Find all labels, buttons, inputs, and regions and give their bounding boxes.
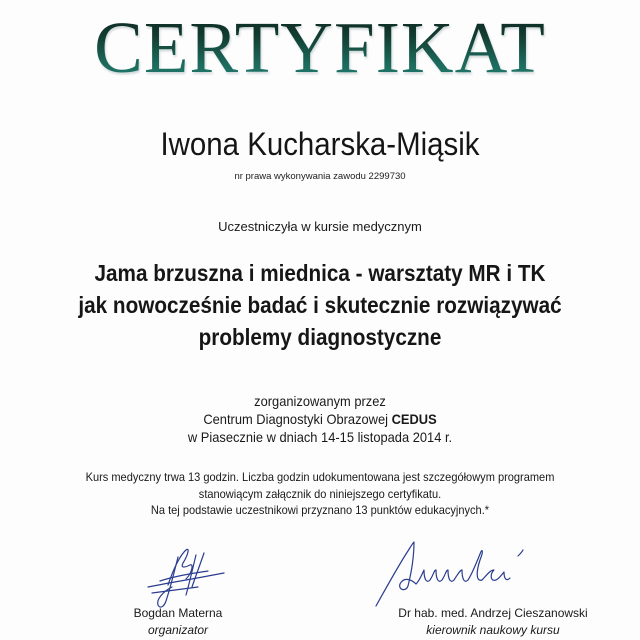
course-info: [0, 469, 640, 519]
recipient-name: Iwona Kucharska-Miąsik: [160, 126, 480, 162]
certificate-title: [0, 8, 640, 88]
signer-director-name: Dr hab. med. Andrzej Cieszanowski: [398, 606, 588, 620]
course-title-line-3: problemy diagnostyczne: [198, 324, 442, 350]
course-info-line-2: stanowiącym załącznik do niniejszego certyfikatu.: [198, 486, 442, 501]
course-title: [0, 257, 640, 353]
certificate-title-text: CERTYFIKAT: [94, 7, 546, 88]
signer-organizer-name: Bogdan Materna: [133, 606, 223, 620]
organizer-signature: [138, 545, 228, 613]
organizer-name: Centrum Diagnostyki Obrazowej: [203, 411, 392, 427]
license-number: nr prawa wykonywania zawodu 2299730: [234, 171, 406, 182]
signer-organizer: [108, 605, 248, 639]
course-info-line-1: Kurs medyczny trwa 13 godzin. Liczba godzin udokumentowana jest szczegółowym programem: [85, 470, 555, 484]
participation-statement: Uczestniczyła w kursie medycznym: [218, 219, 422, 234]
course-title-line-1: Jama brzuszna i miednica - warsztaty MR i TK: [94, 260, 546, 286]
signer-organizer-role: organizator: [147, 623, 209, 637]
organizer-brand: CEDUS: [391, 411, 437, 427]
signer-director: [373, 605, 613, 639]
signer-director-role: kierownik naukowy kursu: [426, 623, 560, 637]
course-title-line-2: jak nowocześnie badać i skutecznie rozwiązywać: [78, 292, 562, 318]
organizer-block: [0, 392, 640, 446]
course-location-date: w Piasecznie w dniach 14-15 listopada 2014 r.: [187, 429, 453, 445]
organizer-intro: zorganizowanym przez: [254, 393, 386, 409]
organizer-name-line: [26, 410, 615, 428]
director-signature: [368, 540, 548, 608]
course-info-line-3: Na tej podstawie uczestnikowi przyznano 13 punktów edukacyjnych.*: [150, 503, 490, 517]
